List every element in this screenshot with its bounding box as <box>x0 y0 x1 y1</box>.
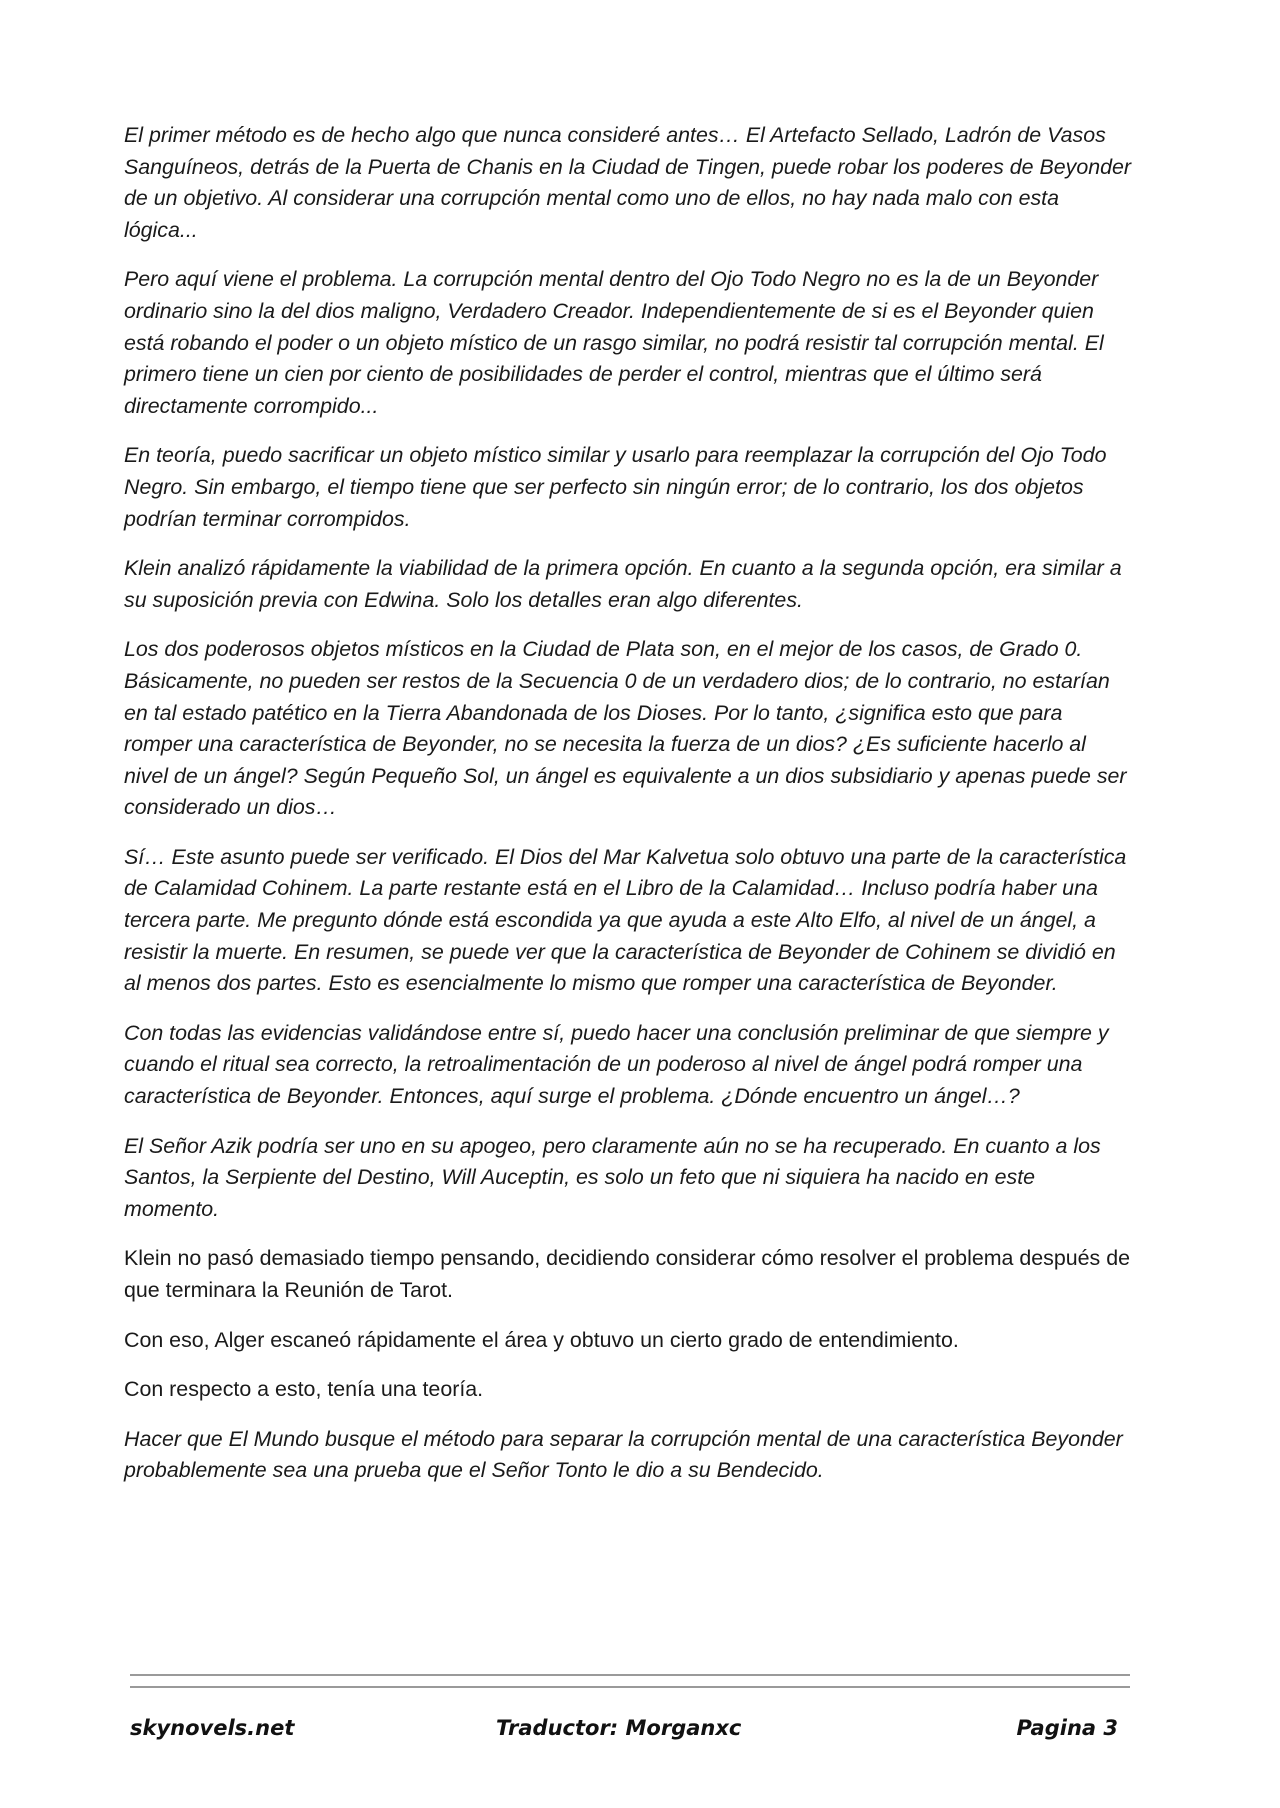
footer-page-number: Pagina 3 <box>1016 1716 1118 1740</box>
footer-divider-bottom <box>130 1686 1130 1688</box>
footer-divider-top <box>130 1674 1130 1676</box>
paragraph-4: Klein analizó rápidamente la viabilidad de la primera opción. En cuanto a la segunda opción, era similar a su suposición previa con Edwina. Solo los detalles eran algo diferentes. <box>124 556 1122 612</box>
paragraph-1: El primer método es de hecho algo que nunca consideré antes… El Artefacto Sellado, Ladrón de Vasos Sanguíneos, detrás de la Puerta de Chanis en la Ciudad de Tingen, puede robar los poderes de Beyonder de un objetivo. Al considerar una corrupción mental como uno de ellos, no hay nada malo con esta lógica... <box>124 123 1132 242</box>
paragraph-8: El Señor Azik podría ser uno en su apogeo, pero claramente aún no se ha recuperado. En cuanto a los Santos, la Serpiente del Destino, Will Auceptin, es solo un feto que ni siquiera ha nacido en este momento. <box>124 1133 1101 1221</box>
paragraph-5: Los dos poderosos objetos místicos en la Ciudad de Plata son, en el mejor de los casos, de Grado 0. Básicamente, no pueden ser restos de la Secuencia 0 de un verdadero dios; de lo contrario, no estarían en tal estado patético en la Tierra Abandonada de los Dioses. Por lo tanto, ¿significa esto que para romper una característica de Beyonder, no se necesita la fuerza de un dios? ¿Es suficiente hacerlo al nivel de un ángel? Según Pequeño Sol, un ángel es equivalente a un dios subsidiario y apenas puede ser considerado un dios… <box>124 637 1127 820</box>
paragraph-11: Con respecto a esto, tenía una teoría. <box>124 1377 484 1402</box>
footer-site: skynovels.net <box>130 1716 295 1740</box>
paragraph-3: En teoría, puedo sacrificar un objeto místico similar y usarlo para reemplazar la corrupción del Ojo Todo Negro. Sin embargo, el tiempo tiene que ser perfecto sin ningún error; de lo contrario, los dos objetos podrían terminar corrompidos. <box>124 443 1107 531</box>
paragraph-10: Con eso, Alger escaneó rápidamente el área y obtuvo un cierto grado de entendimiento. <box>124 1327 959 1352</box>
document-body <box>124 120 1134 1505</box>
paragraph-9: Klein no pasó demasiado tiempo pensando, decidiendo considerar cómo resolver el problema después de que terminara la Reunión de Tarot. <box>124 1246 1130 1302</box>
page-footer <box>130 1716 1130 1750</box>
paragraph-2: Pero aquí viene el problema. La corrupción mental dentro del Ojo Todo Negro no es la de un Beyonder ordinario sino la del dios maligno, Verdadero Creador. Independientemente de si es el Beyonder quien está robando el poder o un objeto místico de un rasgo similar, no podrá resistir tal corrupción mental. El primero tiene un cien por ciento de posibilidades de perder el control, mientras que el último será directamente corrompido... <box>124 267 1104 418</box>
footer-translator: Traductor: Morganxc <box>496 1716 742 1740</box>
paragraph-7: Con todas las evidencias validándose entre sí, puedo hacer una conclusión preliminar de que siempre y cuando el ritual sea correcto, la retroalimentación de un poderoso al nivel de ángel podrá romper una característica de Beyonder. Entonces, aquí surge el problema. ¿Dónde encuentro un ángel…? <box>124 1020 1109 1109</box>
paragraph-6: Sí… Este asunto puede ser verificado. El Dios del Mar Kalvetua solo obtuvo una parte de la característica de Calamidad Cohinem. La parte restante está en el Libro de la Calamidad… Incluso podría haber una tercera parte. Me pregunto dónde está escondida ya que ayuda a este Alto Elfo, al nivel de un ángel, a resistir la muerte. En resumen, se puede ver que la característica de Beyonder de Cohinem se dividió en al menos dos partes. Esto es esencialmente lo mismo que romper una característica de Beyonder. <box>124 844 1127 996</box>
paragraph-12: Hacer que El Mundo busque el método para separar la corrupción mental de una característica Beyonder probablemente sea una prueba que el Señor Tonto le dio a su Bendecido. <box>124 1426 1123 1483</box>
